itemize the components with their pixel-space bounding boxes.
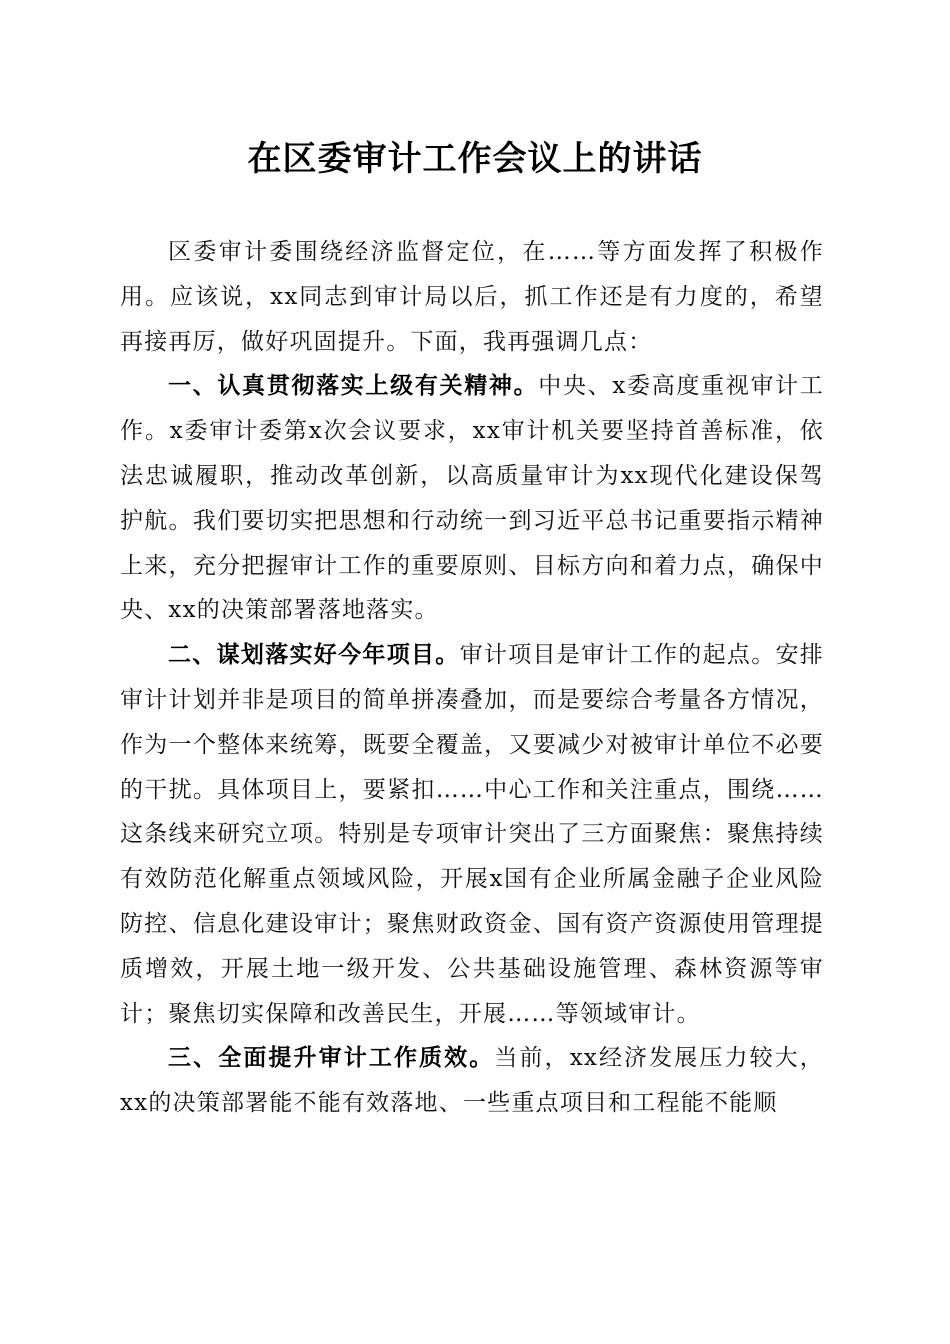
section-3-heading: 三、全面提升审计工作质效。 (168, 1045, 495, 1072)
section-2-heading: 二、谋划落实好今年项目。 (168, 642, 460, 669)
paragraph-intro-text: 区委审计委围绕经济监督定位，在……等方面发挥了积极作用。应该说，xx同志到审计局以后，抓工作还是有力度的，希望再接再厉，做好巩固提升。下面，我再强调几点： (120, 239, 824, 355)
section-2-text: 审计项目是审计工作的起点。安排审计计划并非是项目的简单拼凑叠加，而是要综合考量各方情况，作为一个整体来统筹，既要全覆盖，又要减少对被审计单位不必要的干扰。具体项目上，要紧扣……中心工作和关注重点，围绕……这条线来研究立项。特别是专项审计突出了三方面聚焦：聚焦持续有效防范化解重点领域风险，开展x国有企业所属金融子企业风险防控、信息化建设审计；聚焦财政资金、国有资产资源使用管理提质增效，开展土地一级开发、公共基础设施管理、森林资源等审计；聚焦切实保障和改善民生，开展……等领域审计。 (120, 642, 825, 1027)
paragraph-section-3 (120, 1036, 824, 1126)
section-3-text: 当前，xx经济发展压力较大，xx的决策部署能不能有效落地、一些重点项目和工程能不能顺 (120, 1045, 824, 1117)
paragraph-intro (120, 230, 824, 364)
paragraph-section-2 (120, 633, 824, 1036)
section-1-text: 中央、x委高度重视审计工作。x委审计委第x次会议要求，xx审计机关要坚持首善标准，依法忠诚履职，推动改革创新，以高质量审计为xx现代化建设保驾护航。我们要切实把思想和行动统一到习近平总书记重要指示精神上来，充分把握审计工作的重要原则、目标方向和着力点，确保中央、xx的决策部署落地落实。 (120, 373, 825, 624)
section-1-heading: 一、认真贯彻落实上级有关精神。 (168, 373, 539, 400)
paragraph-section-1 (120, 364, 824, 633)
document-title: 在区委审计工作会议上的讲话 (247, 139, 703, 179)
document-body (120, 230, 824, 1126)
